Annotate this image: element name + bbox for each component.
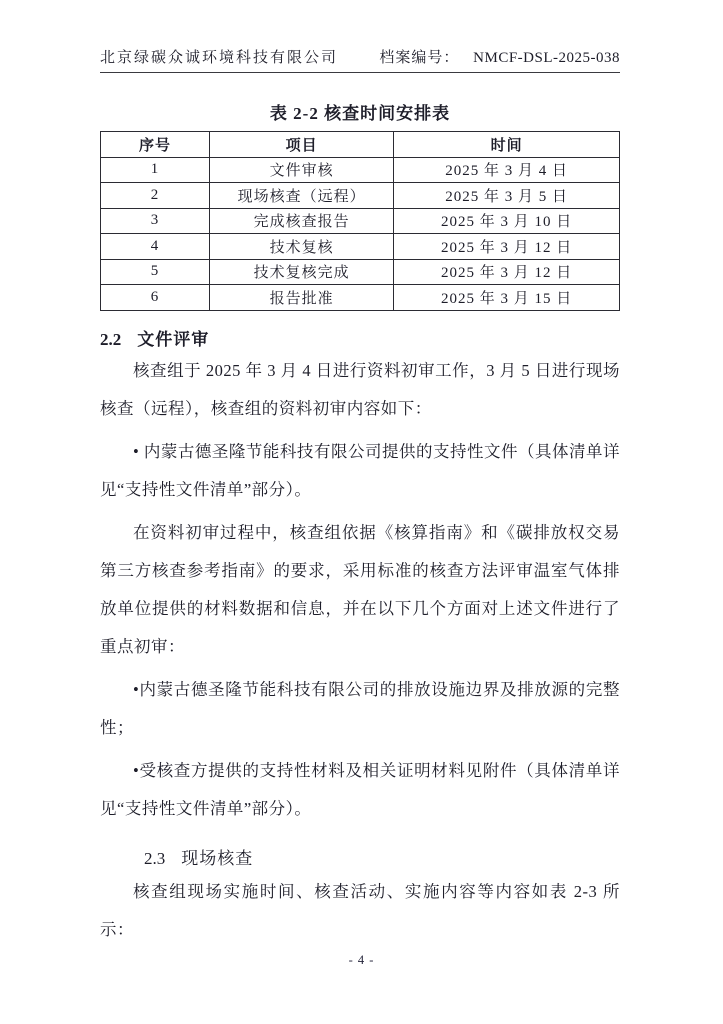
paragraph: 核查组于 2025 年 3 月 4 日进行资料初审工作，3 月 5 日进行现场核查（远程），核查组的资料初审内容如下： [100, 360, 620, 418]
cell-item: 文件审核 [209, 157, 393, 183]
section-number: 2.2 [100, 329, 122, 349]
cell-time: 2025 年 3 月 12 日 [394, 234, 620, 260]
table-row [101, 208, 620, 234]
section-heading-2-2 [100, 325, 620, 350]
table-row [101, 157, 620, 183]
bullet-item: • 内蒙古德圣隆节能科技有限公司提供的支持性文件（具体清单详见“支持性文件清单”部分）。 [100, 441, 620, 499]
cell-time: 2025 年 3 月 12 日 [394, 259, 620, 285]
cell-item: 现场核查（远程） [209, 183, 393, 209]
cell-time: 2025 年 3 月 4 日 [394, 157, 620, 183]
table-caption: 表 2-2 核查时间安排表 [269, 104, 451, 123]
bullet-item: •内蒙古德圣隆节能科技有限公司的排放设施边界及排放源的完整性； [100, 679, 620, 737]
cell-seq: 5 [101, 259, 210, 285]
cell-item: 完成核查报告 [209, 208, 393, 234]
schedule-table [100, 131, 620, 311]
column-header-time: 时间 [394, 132, 620, 158]
cell-seq: 2 [101, 183, 210, 209]
cell-seq: 1 [101, 157, 210, 183]
archive-number-label: 档案编号： [379, 50, 460, 66]
paragraph: 在资料初审过程中，核查组依据《核算指南》和《碳排放权交易第三方核查参考指南》的要求，采用标准的核查方法评审温室气体排放单位提供的材料数据和信息，并在以下几个方面对上述文件进行了重点初审： [100, 522, 620, 656]
page-header [100, 46, 620, 73]
table-row [101, 259, 620, 285]
cell-seq: 3 [101, 208, 210, 234]
cell-seq: 4 [101, 234, 210, 260]
column-header-item: 项目 [209, 132, 393, 158]
section-number: 2.3 [144, 848, 166, 868]
section-title: 文件评审 [137, 329, 210, 349]
table-header-row [101, 132, 620, 158]
table-row [101, 234, 620, 260]
paragraph: 核查组现场实施时间、核查活动、实施内容等内容如表 2-3 所示： [100, 881, 620, 939]
page-number: - 4 - [348, 953, 375, 967]
cell-item: 技术复核完成 [209, 259, 393, 285]
cell-time: 2025 年 3 月 10 日 [394, 208, 620, 234]
cell-time: 2025 年 3 月 15 日 [394, 285, 620, 311]
section-title: 现场核查 [181, 848, 254, 868]
company-name: 北京绿碳众诚环境科技有限公司 [100, 50, 339, 66]
cell-seq: 6 [101, 285, 210, 311]
archive-number-block [379, 46, 620, 67]
column-header-seq: 序号 [101, 132, 210, 158]
table-row [101, 285, 620, 311]
cell-time: 2025 年 3 月 5 日 [394, 183, 620, 209]
bullet-item: •受核查方提供的支持性材料及相关证明材料见附件（具体清单详见“支持性文件清单”部分）。 [100, 760, 620, 818]
cell-item: 报告批准 [209, 285, 393, 311]
table-row [101, 183, 620, 209]
cell-item: 技术复核 [209, 234, 393, 260]
section-heading-2-3 [144, 844, 620, 869]
archive-number-value: NMCF-DSL-2025-038 [473, 50, 620, 66]
